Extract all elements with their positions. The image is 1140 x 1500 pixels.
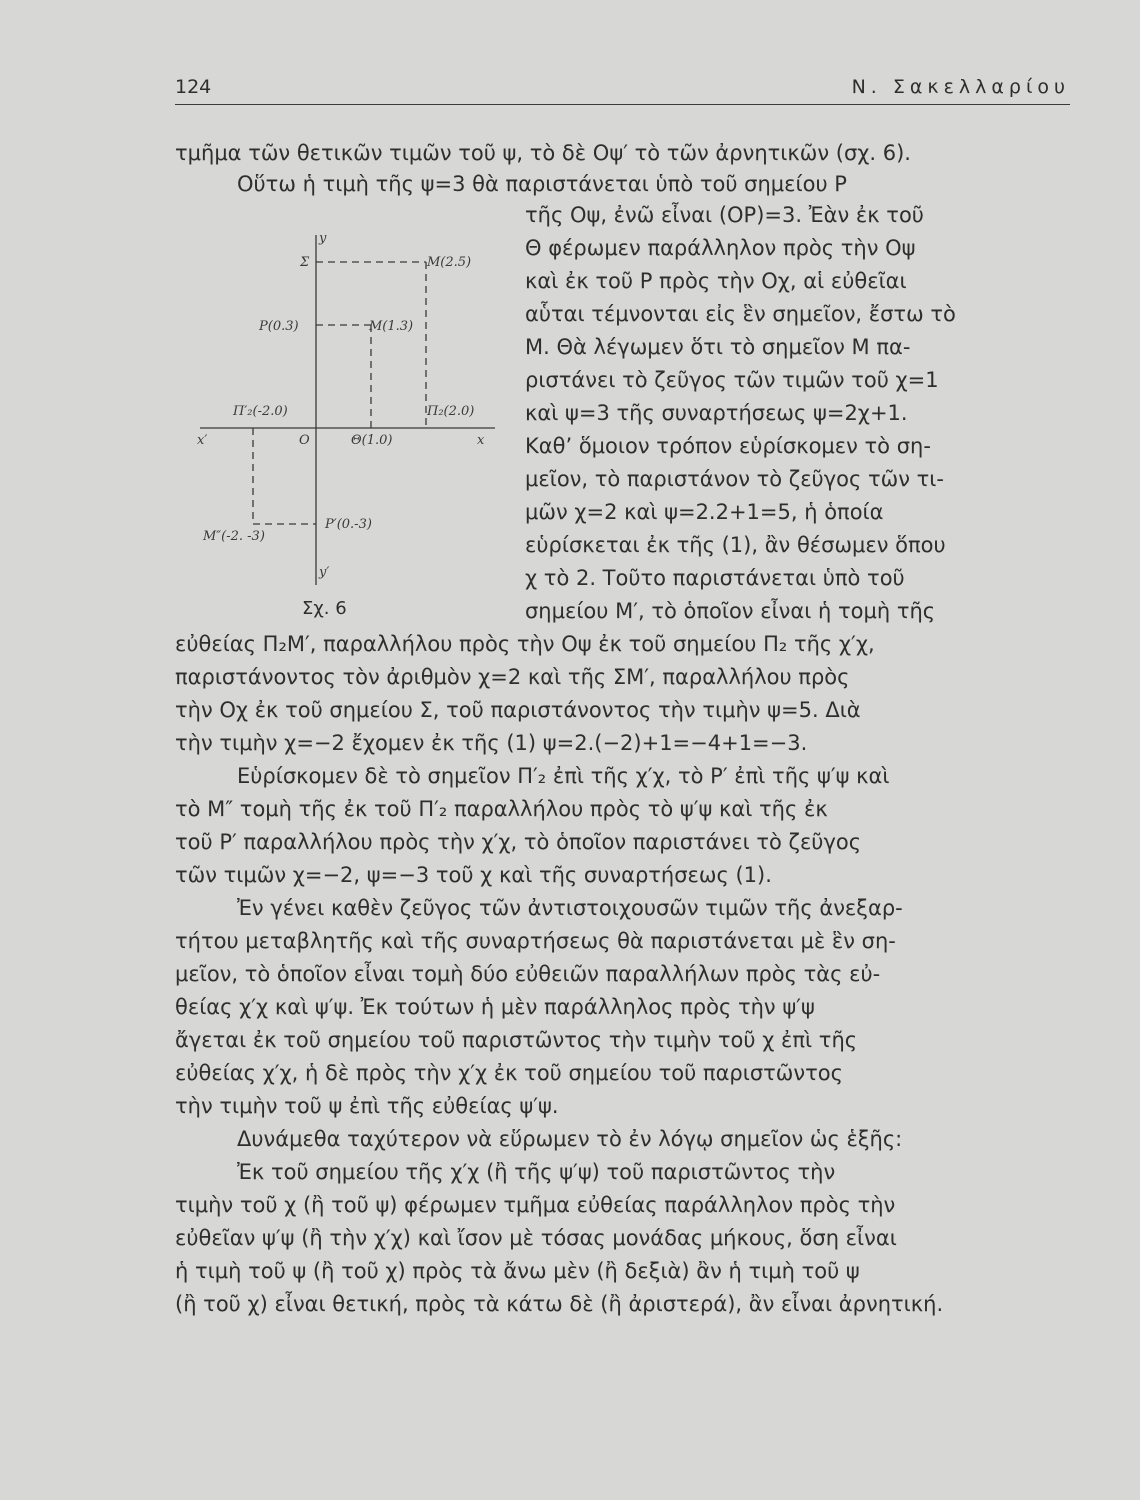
text-line: τιμὴν τοῦ χ (ἢ τοῦ ψ) φέρωμεν τμῆμα εὐθείας παράλληλον πρὸς τὴν — [175, 1193, 896, 1217]
label-pi2-neg: Π′₂(-2.0) — [233, 404, 288, 419]
text-line: τὴν τιμὴν χ=−2 ἔχομεν ἐκ τῆς (1) ψ=2.(−2)+1=−4+1=−3. — [175, 731, 808, 755]
figure-6-diagram — [195, 220, 505, 600]
label-x-prime: x′ — [197, 433, 208, 448]
text-line: θείας χ′χ καὶ ψ′ψ. Ἐκ τούτων ἡ μὲν παράλληλος πρὸς τὴν ψ′ψ — [175, 995, 815, 1019]
text-line: Θ φέρωμεν παράλληλον πρὸς τὴν Οψ — [525, 236, 916, 260]
text-line: τήτου μεταβλητῆς καὶ τῆς συναρτήσεως θὰ παριστάνεται μὲ ἓν ση- — [175, 929, 896, 953]
label-sigma: Σ — [300, 255, 310, 270]
text-line: καὶ ἐκ τοῦ Ρ πρὸς τὴν Οχ, αἱ εὐθεῖαι — [525, 269, 907, 293]
label-m: M(2.5) — [427, 255, 472, 270]
label-y: y — [319, 231, 327, 246]
text-line: τῶν τιμῶν χ=−2, ψ=−3 τοῦ χ καὶ τῆς συναρτήσεως (1). — [175, 863, 772, 887]
text-line: τῆς Οψ, ἐνῶ εἶναι (ΟΡ)=3. Ἐὰν ἐκ τοῦ — [525, 203, 924, 227]
text-line: μεῖον, τὸ ὁποῖον εἶναι τομὴ δύο εὐθειῶν παραλλήλων πρὸς τὰς εὐ- — [175, 962, 881, 986]
text-line: Ἐκ τοῦ σημείου τῆς χ′χ (ἢ τῆς ψ′ψ) τοῦ παριστῶντος τὴν — [237, 1160, 836, 1184]
text-line: τμῆμα τῶν θετικῶν τιμῶν τοῦ ψ, τὸ δὲ Οψ′ τὸ τῶν ἀρνητικῶν (σχ. 6). — [175, 141, 911, 165]
text-line: τοῦ Ρ′ παραλλήλου πρὸς τὴν χ′χ, τὸ ὁποῖον παριστάνει τὸ ζεῦγος — [175, 830, 862, 854]
label-m1: M(1.3) — [369, 319, 414, 334]
text-line: Οὕτω ἡ τιμὴ τῆς ψ=3 θὰ παριστάνεται ὑπὸ τοῦ σημείου Ρ — [237, 172, 847, 196]
text-line: σημείου Μ′, τὸ ὁποῖον εἶναι ἡ τομὴ τῆς — [525, 599, 936, 623]
text-line: ἄγεται ἐκ τοῦ σημείου τοῦ παριστῶντος τὴν τιμὴν τοῦ χ ἐπὶ τῆς — [175, 1028, 858, 1052]
text-line: τὴν τιμὴν τοῦ ψ ἐπὶ τῆς εὐθείας ψ′ψ. — [175, 1094, 559, 1118]
text-line: μεῖον, τὸ παριστάνον τὸ ζεῦγος τῶν τι- — [525, 467, 944, 491]
text-line: Δυνάμεθα ταχύτερον νὰ εὕρωμεν τὸ ἐν λόγῳ σημεῖον ὡς ἑξῆς: — [237, 1127, 903, 1151]
text-line: τὸ Μ″ τομὴ τῆς ἐκ τοῦ Π′₂ παραλλήλου πρὸς τὸ ψ′ψ καὶ τῆς ἐκ — [175, 797, 828, 821]
text-line: Εὑρίσκομεν δὲ τὸ σημεῖον Π′₂ ἐπὶ τῆς χ′χ, τὸ Ρ′ ἐπὶ τῆς ψ′ψ καὶ — [237, 764, 890, 788]
text-line: εὐθεῖαν ψ′ψ (ἢ τὴν χ′χ) καὶ ἴσον μὲ τόσας μονάδας μήκους, ὅση εἶναι — [175, 1226, 897, 1250]
label-p: P(0.3) — [259, 319, 299, 334]
text-line: ἡ τιμὴ τοῦ ψ (ἢ τοῦ χ) πρὸς τὰ ἄνω μὲν (ἢ δεξιὰ) ἂν ἡ τιμὴ τοῦ ψ — [175, 1259, 860, 1283]
text-line: καὶ ψ=3 τῆς συναρτήσεως ψ=2χ+1. — [525, 401, 908, 425]
text-line: εὑρίσκεται ἐκ τῆς (1), ἂν θέσωμεν ὅπου — [525, 533, 946, 557]
label-pi2: Π₂(2.0) — [427, 404, 475, 419]
text-line: χ τὸ 2. Τοῦτο παριστάνεται ὑπὸ τοῦ — [525, 566, 905, 590]
text-line: μῶν χ=2 καὶ ψ=2.2+1=5, ἡ ὁποία — [525, 500, 884, 524]
text-line: τὴν Οχ ἐκ τοῦ σημείου Σ, τοῦ παριστάνοντος τὴν τιμὴν ψ=5. Διὰ — [175, 698, 861, 722]
text-line: ριστάνει τὸ ζεῦγος τῶν τιμῶν τοῦ χ=1 — [525, 368, 939, 392]
running-head: Ν. Σακελλαρίου — [851, 76, 1070, 98]
label-x: x — [477, 433, 485, 448]
text-line: εὐθείας Π₂Μ′, παραλλήλου πρὸς τὴν Οψ ἐκ τοῦ σημείου Π₂ τῆς χ′χ, — [175, 632, 875, 656]
text-line: Μ. Θὰ λέγωμεν ὅτι τὸ σημεῖον Μ πα- — [525, 335, 911, 359]
label-origin: O — [299, 433, 310, 448]
text-line: εὐθείας χ′χ, ἡ δὲ πρὸς τὴν χ′χ ἐκ τοῦ σημείου τοῦ παριστῶντος — [175, 1061, 843, 1085]
label-y-prime: y′ — [319, 565, 330, 580]
label-m2: M″(-2. -3) — [203, 529, 265, 544]
page-number: 124 — [175, 76, 212, 98]
text-line: αὗται τέμνονται εἰς ἓν σημεῖον, ἔστω τὸ — [525, 302, 956, 326]
label-theta: Θ(1.0) — [351, 433, 393, 448]
text-line: Ἐν γένει καθὲν ζεῦγος τῶν ἀντιστοιχουσῶν τιμῶν τῆς ἀνεξαρ- — [237, 896, 903, 920]
text-line: παριστάνοντος τὸν ἀριθμὸν χ=2 καὶ τῆς ΣΜ′, παραλλήλου πρὸς — [175, 665, 850, 689]
page-header — [175, 72, 1070, 105]
label-p2: P′(0.-3) — [325, 517, 372, 532]
figure-caption: Σχ. 6 — [302, 598, 347, 619]
text-line: Καθ’ ὅμοιον τρόπον εὑρίσκομεν τὸ ση- — [525, 434, 931, 458]
text-line: (ἢ τοῦ χ) εἶναι θετική, πρὸς τὰ κάτω δὲ (ἢ ἀριστερά), ἂν εἶναι ἀρνητική. — [175, 1292, 944, 1316]
